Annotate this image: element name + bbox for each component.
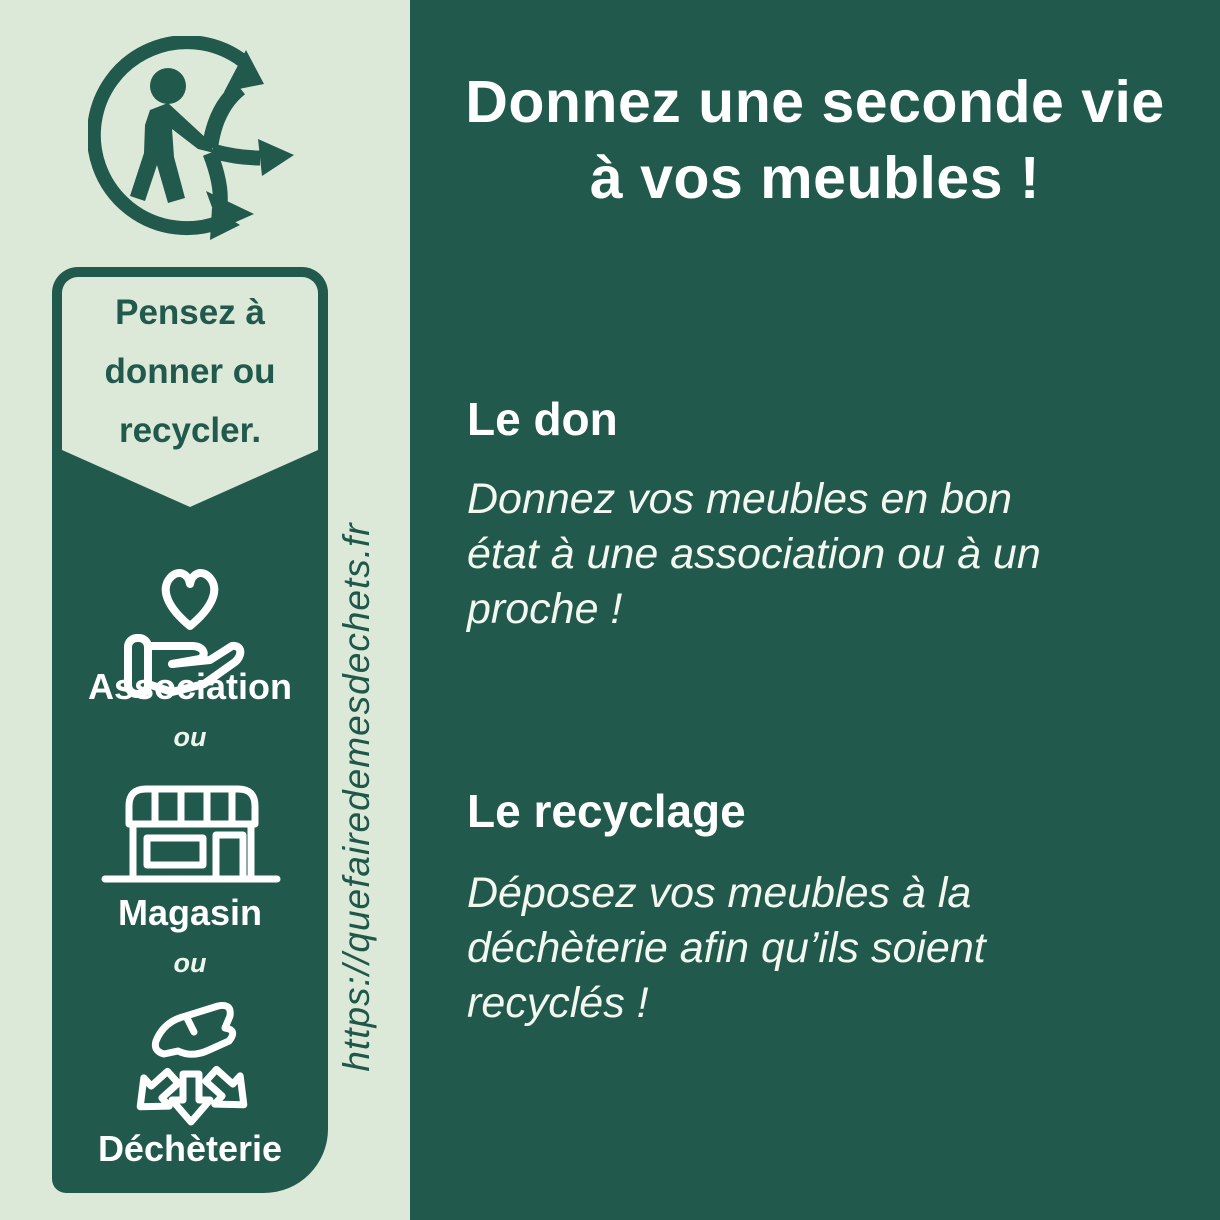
- recyclage-paragraph-line-1: Déposez vos meubles à la: [467, 869, 972, 917]
- page-title: [410, 64, 1220, 216]
- triman-recycling-logo-icon: [88, 36, 308, 246]
- page-title-line-1: Donnez une seconde vie: [465, 69, 1165, 135]
- recyclage-paragraph-line-3: recyclés !: [467, 979, 649, 1027]
- pennant-line-1: Pensez à: [115, 293, 265, 332]
- storefront-icon: [96, 776, 286, 892]
- recyclage-section-heading: Le recyclage: [467, 785, 746, 837]
- page-title-line-2: à vos meubles !: [589, 145, 1041, 211]
- recyclage-paragraph-line-2: déchèterie afin qu’ils soient: [467, 924, 986, 972]
- decheterie-label: Déchèterie: [97, 1128, 283, 1169]
- pennant-chevron: [62, 450, 318, 507]
- separator-ou-1: ou: [173, 722, 207, 752]
- don-paragraph-line-1: Donnez vos meubles en bon: [467, 475, 1013, 523]
- don-paragraph-line-3: proche !: [467, 585, 623, 633]
- pennant-line-2: donner ou: [104, 352, 276, 391]
- association-label: Association: [87, 666, 293, 707]
- pennant-line-3: recycler.: [118, 411, 262, 450]
- don-section-paragraph: [467, 472, 1041, 637]
- hand-sorting-arrows-icon: [126, 996, 256, 1130]
- separator-ou-2: ou: [173, 948, 207, 978]
- recyclage-section-paragraph: [467, 866, 986, 1031]
- don-section-heading: Le don: [467, 393, 618, 445]
- pennant-text: [52, 283, 328, 460]
- website-url: https://quefairedemesdechets.fr: [336, 522, 377, 1072]
- magasin-label: Magasin: [117, 892, 263, 933]
- don-paragraph-line-2: état à une association ou à un: [467, 530, 1041, 578]
